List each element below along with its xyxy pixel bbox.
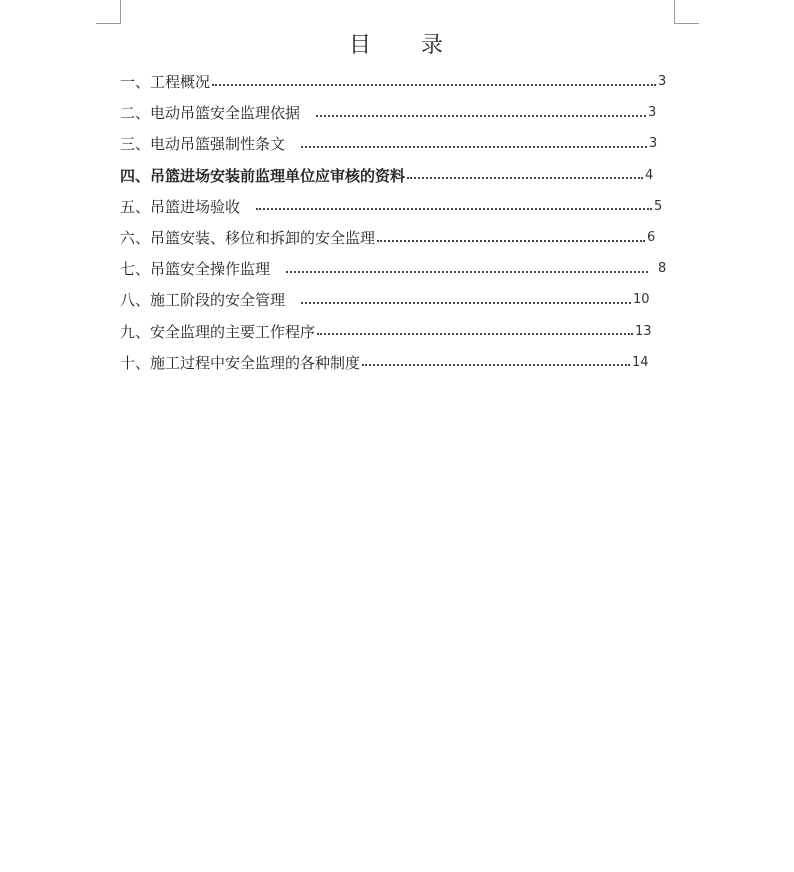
toc-entry-label: 十、施工过程中安全监理的各种制度 — [120, 353, 361, 372]
toc-leader-dots — [362, 362, 630, 366]
toc-entry[interactable] — [120, 316, 680, 347]
page-corner-mark-top-left — [96, 0, 121, 24]
toc-title-char-1: 目 — [348, 33, 373, 58]
toc-leader-dots — [256, 206, 652, 210]
toc-entry-page: 13 — [635, 323, 652, 339]
toc-entry[interactable] — [120, 160, 680, 191]
toc-entry-page: 4 — [645, 167, 654, 183]
toc-entry[interactable] — [120, 347, 680, 378]
toc-entry-label: 八、施工阶段的安全管理 — [120, 291, 286, 310]
toc-entry-label: 三、电动吊篮强制性条文 — [120, 135, 286, 154]
toc-list — [120, 66, 680, 378]
toc-entry-page: 8 — [658, 261, 667, 277]
toc-entry-label: 五、吊篮进场验收 — [120, 197, 241, 216]
toc-leader-dots — [212, 82, 656, 86]
toc-entry-label: 六、吊篮安装、移位和拆卸的安全监理 — [120, 229, 376, 248]
toc-entry[interactable] — [120, 66, 680, 97]
toc-entry-label: 一、工程概况 — [120, 73, 211, 92]
toc-entry[interactable] — [120, 97, 680, 128]
toc-entry-page: 14 — [632, 354, 649, 370]
page-corner-mark-top-right — [674, 0, 699, 24]
toc-entry[interactable] — [120, 222, 680, 253]
toc-entry[interactable] — [120, 284, 680, 315]
toc-leader-dots — [301, 300, 631, 304]
toc-leader-dots — [317, 331, 633, 335]
toc-entry-page: 6 — [647, 230, 656, 246]
toc-leader-dots — [407, 175, 643, 179]
toc-leader-dots — [286, 269, 648, 273]
toc-entry-page: 5 — [654, 198, 663, 214]
toc-entry-label: 二、电动吊篮安全监理依据 — [120, 104, 301, 123]
toc-entry[interactable] — [120, 253, 680, 284]
toc-entry-page: 3 — [658, 74, 667, 90]
toc-entry-page: 3 — [649, 136, 658, 152]
toc-entry-page: 10 — [633, 292, 650, 308]
toc-entry-page: 3 — [648, 105, 657, 121]
toc-entry-label: 九、安全监理的主要工作程序 — [120, 322, 316, 341]
toc-leader-dots — [301, 144, 647, 148]
toc-entry[interactable] — [120, 128, 680, 159]
toc-entry-label: 四、吊篮进场安装前监理单位应审核的资料 — [120, 166, 406, 185]
toc-entry-label: 七、吊篮安全操作监理 — [120, 260, 271, 279]
toc-leader-dots — [316, 113, 646, 117]
toc-title-char-2: 录 — [421, 33, 446, 58]
toc-leader-dots — [377, 238, 645, 242]
toc-entry[interactable] — [120, 191, 680, 222]
toc-title — [0, 28, 794, 59]
